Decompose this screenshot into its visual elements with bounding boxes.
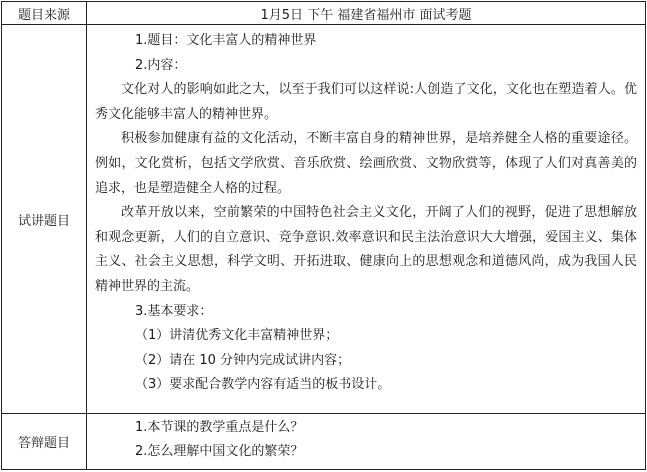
source-label: 题目来源 [2, 2, 87, 25]
exam-table [1, 1, 646, 470]
lecture-content [87, 25, 646, 414]
defense-question-2: 2.怎么理解中国文化的繁荣？ [135, 444, 304, 459]
content-paragraph-2: 积极参加健康有益的文化活动，不断丰富自身的精神世界，是培养健全人格的重要途径。例如，文化赏析，包括文学欣赏、音乐欣赏、绘画欣赏、文物欣赏等，体现了人们对真善美的追求，也是塑造健全人格的过程。 [95, 131, 637, 196]
defense-content [87, 414, 646, 470]
lecture-title: 1.题目：文化丰富人的精神世界 [135, 33, 317, 48]
source-row [2, 2, 646, 25]
requirement-item-1: （1）讲清优秀文化丰富精神世界； [135, 328, 339, 344]
requirement-item-2: （2）请在 10 分钟内完成试讲内容； [135, 352, 351, 368]
lecture-label: 试讲题目 [2, 25, 87, 414]
content-paragraph-1: 文化对人的影响如此之大，以至于我们可以这样说:人创造了文化，文化也在塑造着人。优秀文化能够丰富人的精神世界。 [95, 82, 637, 122]
defense-question-1: 1.本节课的教学重点是什么？ [135, 420, 304, 435]
content-paragraph-3: 改革开放以来，空前繁荣的中国特色社会主义文化，开阔了人们的视野，促进了思想解放和观念更新，人们的自立意识、竞争意识.效率意识和民主法治意识大大增强，爱国主义、集体主义、社会主义思想，科学文明、开拓进取、健康向上的思想观念和道德风尚，成为我国人民精神世界的主流。 [95, 205, 637, 294]
source-value: 1月5日 下午 福建省福州市 面试考题 [87, 2, 646, 25]
requirements-heading: 3.基本要求： [135, 303, 213, 319]
defense-row [2, 414, 646, 470]
defense-label: 答辩题目 [2, 414, 87, 470]
lecture-row [2, 25, 646, 414]
content-heading: 2.内容： [135, 57, 187, 73]
requirement-item-3: （3）要求配合教学内容有适当的板书设计。 [135, 377, 391, 393]
